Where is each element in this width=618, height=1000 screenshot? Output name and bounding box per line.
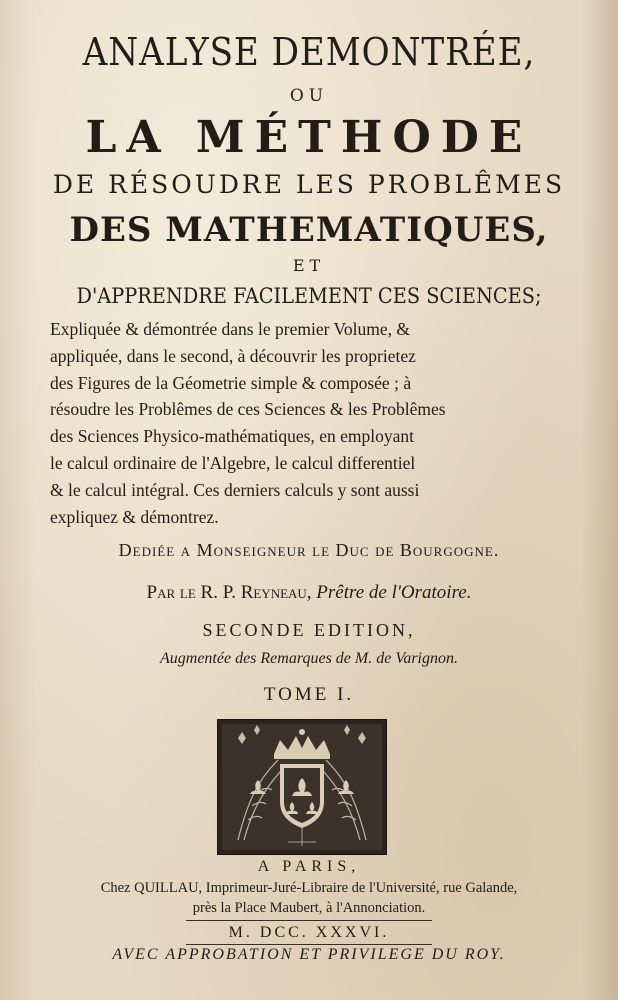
description-paragraph xyxy=(50,316,586,530)
imprint-city: A PARIS, xyxy=(257,858,361,875)
title-line-3: DE RÉSOUDRE LES PROBLÊMES xyxy=(52,170,566,199)
author-line xyxy=(0,582,618,604)
description-line: le calcul ordinaire de l'Algebre, le calcul differentiel xyxy=(50,452,416,473)
divider-rule xyxy=(186,944,432,945)
title-conjunction-et: ET xyxy=(292,256,326,275)
author-name: Par le R. P. Reyneau, xyxy=(146,582,312,603)
description-line: appliquée, dans le second, à découvrir les proprietez xyxy=(50,345,416,366)
title-line-2: LA MÉTHODE xyxy=(85,112,533,163)
edition: SECONDE EDITION, xyxy=(202,620,416,640)
divider-rule xyxy=(186,920,432,921)
imprint-year: M. DCC. XXXVI. xyxy=(228,924,390,941)
description-line: & le calcul intégral. Ces derniers calculs y sont aussi xyxy=(50,479,420,500)
title-line-4: DES MATHEMATIQUES, xyxy=(69,210,549,250)
volume-number: TOME I. xyxy=(263,684,355,705)
royal-privilege: AVEC APPROBATION ET PRIVILEGE DU ROY. xyxy=(112,946,506,963)
title-line-1: ANALYSE DEMONTRÉE, xyxy=(82,30,536,74)
title-line-5: D'APPRENDRE FACILEMENT CES SCIENCES; xyxy=(76,284,542,308)
description-line: Expliquée & démontrée dans le premier Volume, & xyxy=(50,319,410,339)
dedication: Dediée a Monseigneur le Duc de Bourgogne. xyxy=(118,540,500,560)
description-line: des Sciences Physico-mathématiques, en employant xyxy=(50,426,415,447)
augmented-note: Augmentée des Remarques de M. de Varignon. xyxy=(160,650,458,667)
title-conjunction-ou: OU xyxy=(289,86,329,106)
author-role: Prêtre de l'Oratoire. xyxy=(316,582,472,603)
description-line: des Figures de la Géometrie simple & composée ; à xyxy=(50,372,412,393)
description-line: expliquez & démontrez. xyxy=(50,506,219,527)
imprint-address: près la Place Maubert, à l'Annonciation. xyxy=(192,900,426,916)
description-line: résoudre les Problêmes de ces Sciences & les Problêmes xyxy=(50,399,446,420)
royal-arms-icon xyxy=(218,720,386,854)
imprint-printer: Chez QUILLAU, Imprimeur-Juré-Libraire de l'Université, rue Galande, xyxy=(100,880,518,896)
